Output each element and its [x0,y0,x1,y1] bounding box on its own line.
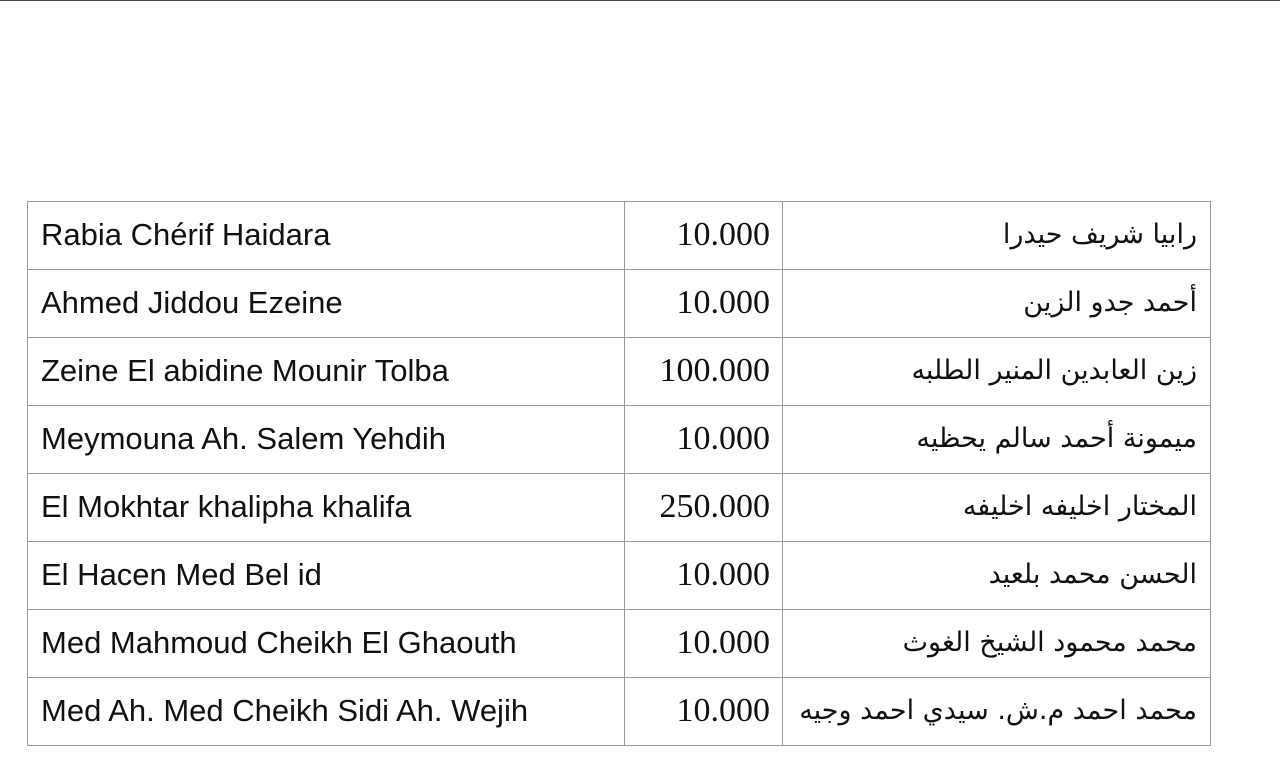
table-row [28,678,1211,746]
table-row [28,406,1211,474]
arabic-name-cell: محمد محمود الشيخ الغوث [783,610,1211,678]
latin-name-cell: Med Mahmoud Cheikh El Ghaouth [28,610,625,678]
latin-name-cell: El Hacen Med Bel id [28,542,625,610]
latin-name-cell: Rabia Chérif Haidara [28,202,625,270]
arabic-name-cell: المختار اخليفه اخليفه [783,474,1211,542]
top-border-line [0,0,1280,1]
table-row [28,610,1211,678]
arabic-name-cell: زين العابدين المنير الطلبه [783,338,1211,406]
table-row [28,474,1211,542]
latin-name-cell: Zeine El abidine Mounir Tolba [28,338,625,406]
amount-cell: 10.000 [625,270,783,338]
table-row [28,542,1211,610]
latin-name-cell: Med Ah. Med Cheikh Sidi Ah. Wejih [28,678,625,746]
table-row [28,270,1211,338]
amount-cell: 10.000 [625,542,783,610]
table-row [28,338,1211,406]
amount-cell: 250.000 [625,474,783,542]
arabic-name-cell: الحسن محمد بلعيد [783,542,1211,610]
arabic-name-cell: ميمونة أحمد سالم يحظيه [783,406,1211,474]
arabic-name-cell: رابيا شريف حيدرا [783,202,1211,270]
amount-cell: 10.000 [625,610,783,678]
latin-name-cell: Meymouna Ah. Salem Yehdih [28,406,625,474]
arabic-name-cell: محمد احمد م.ش. سيدي احمد وجيه [783,678,1211,746]
amount-cell: 10.000 [625,406,783,474]
amount-cell: 10.000 [625,202,783,270]
latin-name-cell: El Mokhtar khalipha khalifa [28,474,625,542]
donor-table [27,201,1211,746]
latin-name-cell: Ahmed Jiddou Ezeine [28,270,625,338]
table-row [28,202,1211,270]
amount-cell: 10.000 [625,678,783,746]
amount-cell: 100.000 [625,338,783,406]
arabic-name-cell: أحمد جدو الزين [783,270,1211,338]
